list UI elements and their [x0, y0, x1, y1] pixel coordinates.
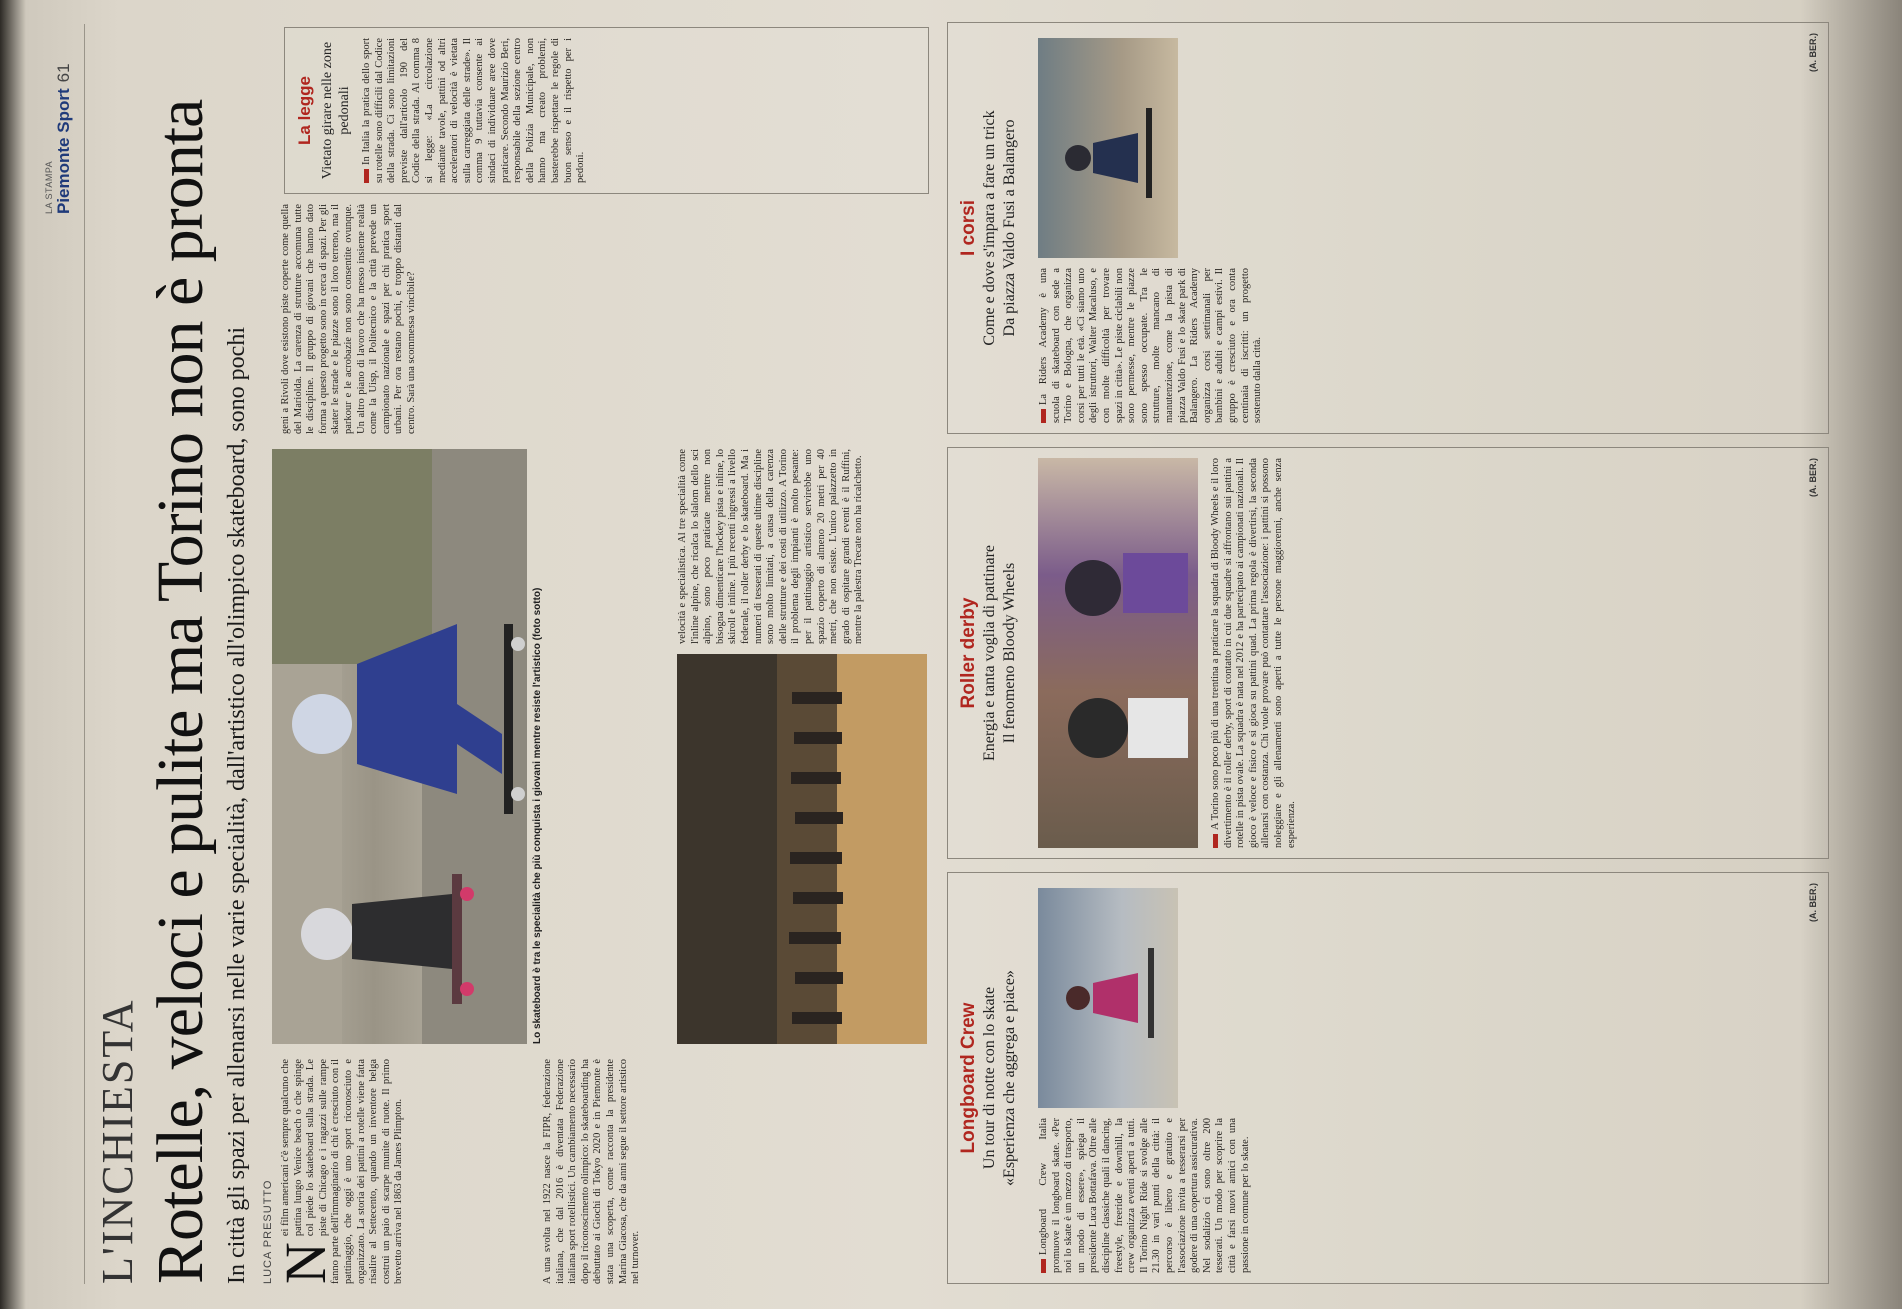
corsi-title: I corsi — [958, 200, 979, 256]
corsi-illustration — [1038, 38, 1178, 258]
longboard-subtitle-1: Un tour di notte con lo skate — [981, 986, 998, 1170]
artistic-skating-illustration — [677, 654, 927, 1044]
corsi-photo — [1038, 38, 1178, 258]
roller-derby-illustration — [1038, 458, 1198, 848]
article-column-2-text: velocità e specialistica. Al tre specialità come l'inline alpine, che ricalca lo slalom dello sci alpino, sono poco praticate mentre non bisogna dimenticare l'hockey pista e inline, lo skiroll e inline. I più recenti ingressi a livello federale, il roller derby e lo skateboard. Ma i numeri di tesserati di queste ultime discipline sono molto limitati, a causa della carenza delle strutture e dei costi di utilizzo. A Torino il problema degli impianti è molto pesante: per il pattinaggio artistico servirebbe uno spazio coperto di almeno 20 metri per 40 metri, che non esiste. L'unico palazzetto in grado di ospitare grandi eventi è il Ruffini, mentre la palestra Trecate non ha ricalchetto. — [677, 449, 865, 644]
page-number: 61 — [54, 63, 73, 83]
skateboard-illustration — [272, 449, 527, 1044]
red-marker — [364, 169, 369, 183]
section-name: Piemonte Sport — [54, 88, 73, 214]
newspaper-page — [22, 4, 1882, 1304]
legge-subtitle: Vietato girare nelle zone pedonali — [320, 41, 352, 180]
article-column-3-text: geni a Rivoli dove esistono piste coperte come quella del Mariolda. La carenza di strutture accomuna tutte le discipline. Il gruppo di giovani che hanno dato forma a questo progetto sono in cerca di spazi. Per gli skater le strade e le piazze sono il loro terreno, ma il parkour e le acrobazie non sono consentite ovunque. Un altro piano di lavoro che ha messo insieme realtà come la Uisp, il Politecnico e la città prevede un campionato nazionale e spazi per chi pratica sport urbani. Per ora restano pochi, e troppo distanti dal centro. Sarà una scommessa vincibile? — [280, 204, 417, 434]
roller-derby-photo — [1038, 458, 1198, 848]
article-column-1-continued — [542, 1059, 927, 1284]
red-marker — [1213, 834, 1218, 848]
corsi-subtitle-2: Da piazza Valdo Fusi a Balangero — [1001, 119, 1018, 337]
roller-derby-text-block — [1210, 458, 1790, 848]
roller-derby-box — [947, 447, 1829, 859]
corsi-box — [947, 22, 1829, 434]
red-marker — [1041, 409, 1046, 423]
legge-box — [284, 27, 929, 194]
legge-text-block — [361, 38, 906, 183]
legge-text: In Italia la pratica dello sport su rotelle sono difficili dal Codice della strada. Ci sono limitazioni previste dall'articolo 190 del Codice della strada. Al comma 8 si legge: «La circolazione mediante tavole, pattini od altri acceleratori di velocità è vietata sulla carreggiata delle strade». Il comma 9 tuttavia consente ai sindaci di individuare aree dove praticare. Secondo Maurizio Beri, responsabile della sezione centro della Polizia Municipale, non hanno ma creato problemi, basterebbe rispettare le regole di buon senso e il rispetto per i pedoni. — [361, 38, 587, 183]
skateboard-photo — [272, 449, 527, 1044]
longboard-text-start — [1038, 1118, 1251, 1273]
section-kicker: L'INCHIESTA — [93, 998, 142, 1284]
article-subheadline: In città gli spazi per allenarsi nelle varie specialità, dall'artistico all'olimpico skateboard, sono pochi — [224, 327, 250, 1284]
longboard-photo — [1038, 888, 1178, 1108]
page-folio — [44, 14, 84, 214]
longboard-subtitle-2: «Esperienza che aggrega e piace» — [1001, 970, 1018, 1186]
roller-derby-text: A Torino sono poco più di una trentina a praticare la squadra di Bloody Wheels e il loro divertimento è il roller derby, sport di contatto in cui due squadre si affrontano sui pattini a rotelle in pista ovale. La squadra è nata nel 2012 e ha partecipato ai campionati nazionali. Il gioco è veloce e fisico e si gioca su pattini quad. La prima regola è divertirsi, la seconda allenarsi con costanza. Chi vuole provare può contattare l'associazione: i pattini si possono noleggiare e gli allenamenti sono aperti a tutte le persone maggiorenni, anche senza esperienza. — [1210, 458, 1297, 848]
article-column-1-text: ei film americani c'è sempre qualcuno che pattina lungo Venice beach o che spinge col piede lo skateboard sulla strada. Le piste di Chicago e i ragazzi sulle rampe fanno parte dell'immaginario di chi è cresciuto con il pattinaggio, che oggi è uno sport riconosciuto e organizzato. La storia dei pattini a rotelle viene fatta risalire al Settecento, quando un inventore belga costruì un paio di scarpe munite di ruote. Il primo brevetto arriva nel 1863 da James Plimpton. — [280, 1059, 405, 1284]
roller-derby-signature: (A. BER.) — [1808, 458, 1818, 497]
photo-caption: Lo skateboard è tra le specialità che più conquista i giovani mentre resiste l'artistico (foto sotto) — [532, 587, 543, 1044]
article-column-1 — [273, 1059, 535, 1284]
longboard-box — [947, 872, 1829, 1284]
longboard-illustration — [1038, 888, 1178, 1108]
newspaper-name: LA STAMPA — [44, 160, 54, 214]
longboard-title: Longboard Crew — [958, 1002, 979, 1154]
longboard-text: Longboard Crew Italia promuove il longboard skate. «Per noi lo skate è un mezzo di trasporto, un modo di essere», spiega il presidente Luca Bottafava. Oltre alle discipline classiche quali il dancing, freestyle, freeride e downhill, la crew organizza eventi aperti a tutti. Il Torino Night Ride si svolge alle 21.30 in vari punti della città: il percorso è libero e gratuito e l'associazione invita a tesserarsi per godere di una copertura assicurativa. Nel sodalizio ci sono oltre 200 tesserati. Un modo per scoprire la città e farsi nuovi amici con una passione in comune per lo skate. — [1038, 1118, 1251, 1273]
top-rule — [84, 24, 85, 1284]
legge-title: La legge — [295, 76, 314, 145]
roller-derby-subtitle-1: Energia e tanta voglia di pattinare — [981, 544, 998, 762]
artistic-skating-photo — [677, 654, 927, 1044]
corsi-subtitle-1: Come e dove s'impara a fare un trick — [981, 110, 998, 346]
corsi-text: La Riders Academy è una scuola di skateboard con sede a Torino e Bologna, che organizza corsi per tutti le età. «Ci siamo uno degli istruttori, Walter Macaluso, e con molte difficoltà per trovare spazi in città». Le piste ciclabili non sono permesse, mentre le piazze sono spesso occupate. Tra le strutture, molte mancano di manutenzione, come la pista di piazza Valdo Fusi e lo skate park di Balangero. La Riders Academy organizza corsi settimanali per bambini e adulti e campi estivi. Il gruppo è cresciuto e ora conta centinaia di iscritti: un progetto sostenuto dalla città. — [1038, 268, 1264, 423]
article-headline: Rotelle, veloci e pulite ma Torino non è pronta — [144, 99, 217, 1284]
article-column-3 — [280, 204, 927, 434]
article-column-2 — [677, 449, 927, 644]
corsi-text-start — [1038, 268, 1264, 423]
article-byline: LUCA PRESUTTO — [262, 1179, 274, 1284]
red-marker — [1041, 1259, 1046, 1273]
roller-derby-title: Roller derby — [958, 597, 979, 709]
longboard-signature: (A. BER.) — [1808, 883, 1818, 922]
dropcap-letter: N — [273, 1242, 338, 1284]
corsi-signature: (A. BER.) — [1808, 33, 1818, 72]
roller-derby-subtitle-2: Il fenomeno Bloody Wheels — [1001, 562, 1018, 744]
article-column-1b-text: A una svolta nel 1922 nasce la FIPR, federazione italiana, che dal 2016 è diventata Federazione italiana sport rotellistici. Un cambiamento necessario dopo il riconoscimento olimpico: lo skateboarding ha debuttato ai Giochi di Tokyo 2020 e in Piemonte è stata una scoperta, come racconta la presidente Marina Giacosa, che da anni segue il settore artistico nel turnover. — [542, 1059, 642, 1284]
